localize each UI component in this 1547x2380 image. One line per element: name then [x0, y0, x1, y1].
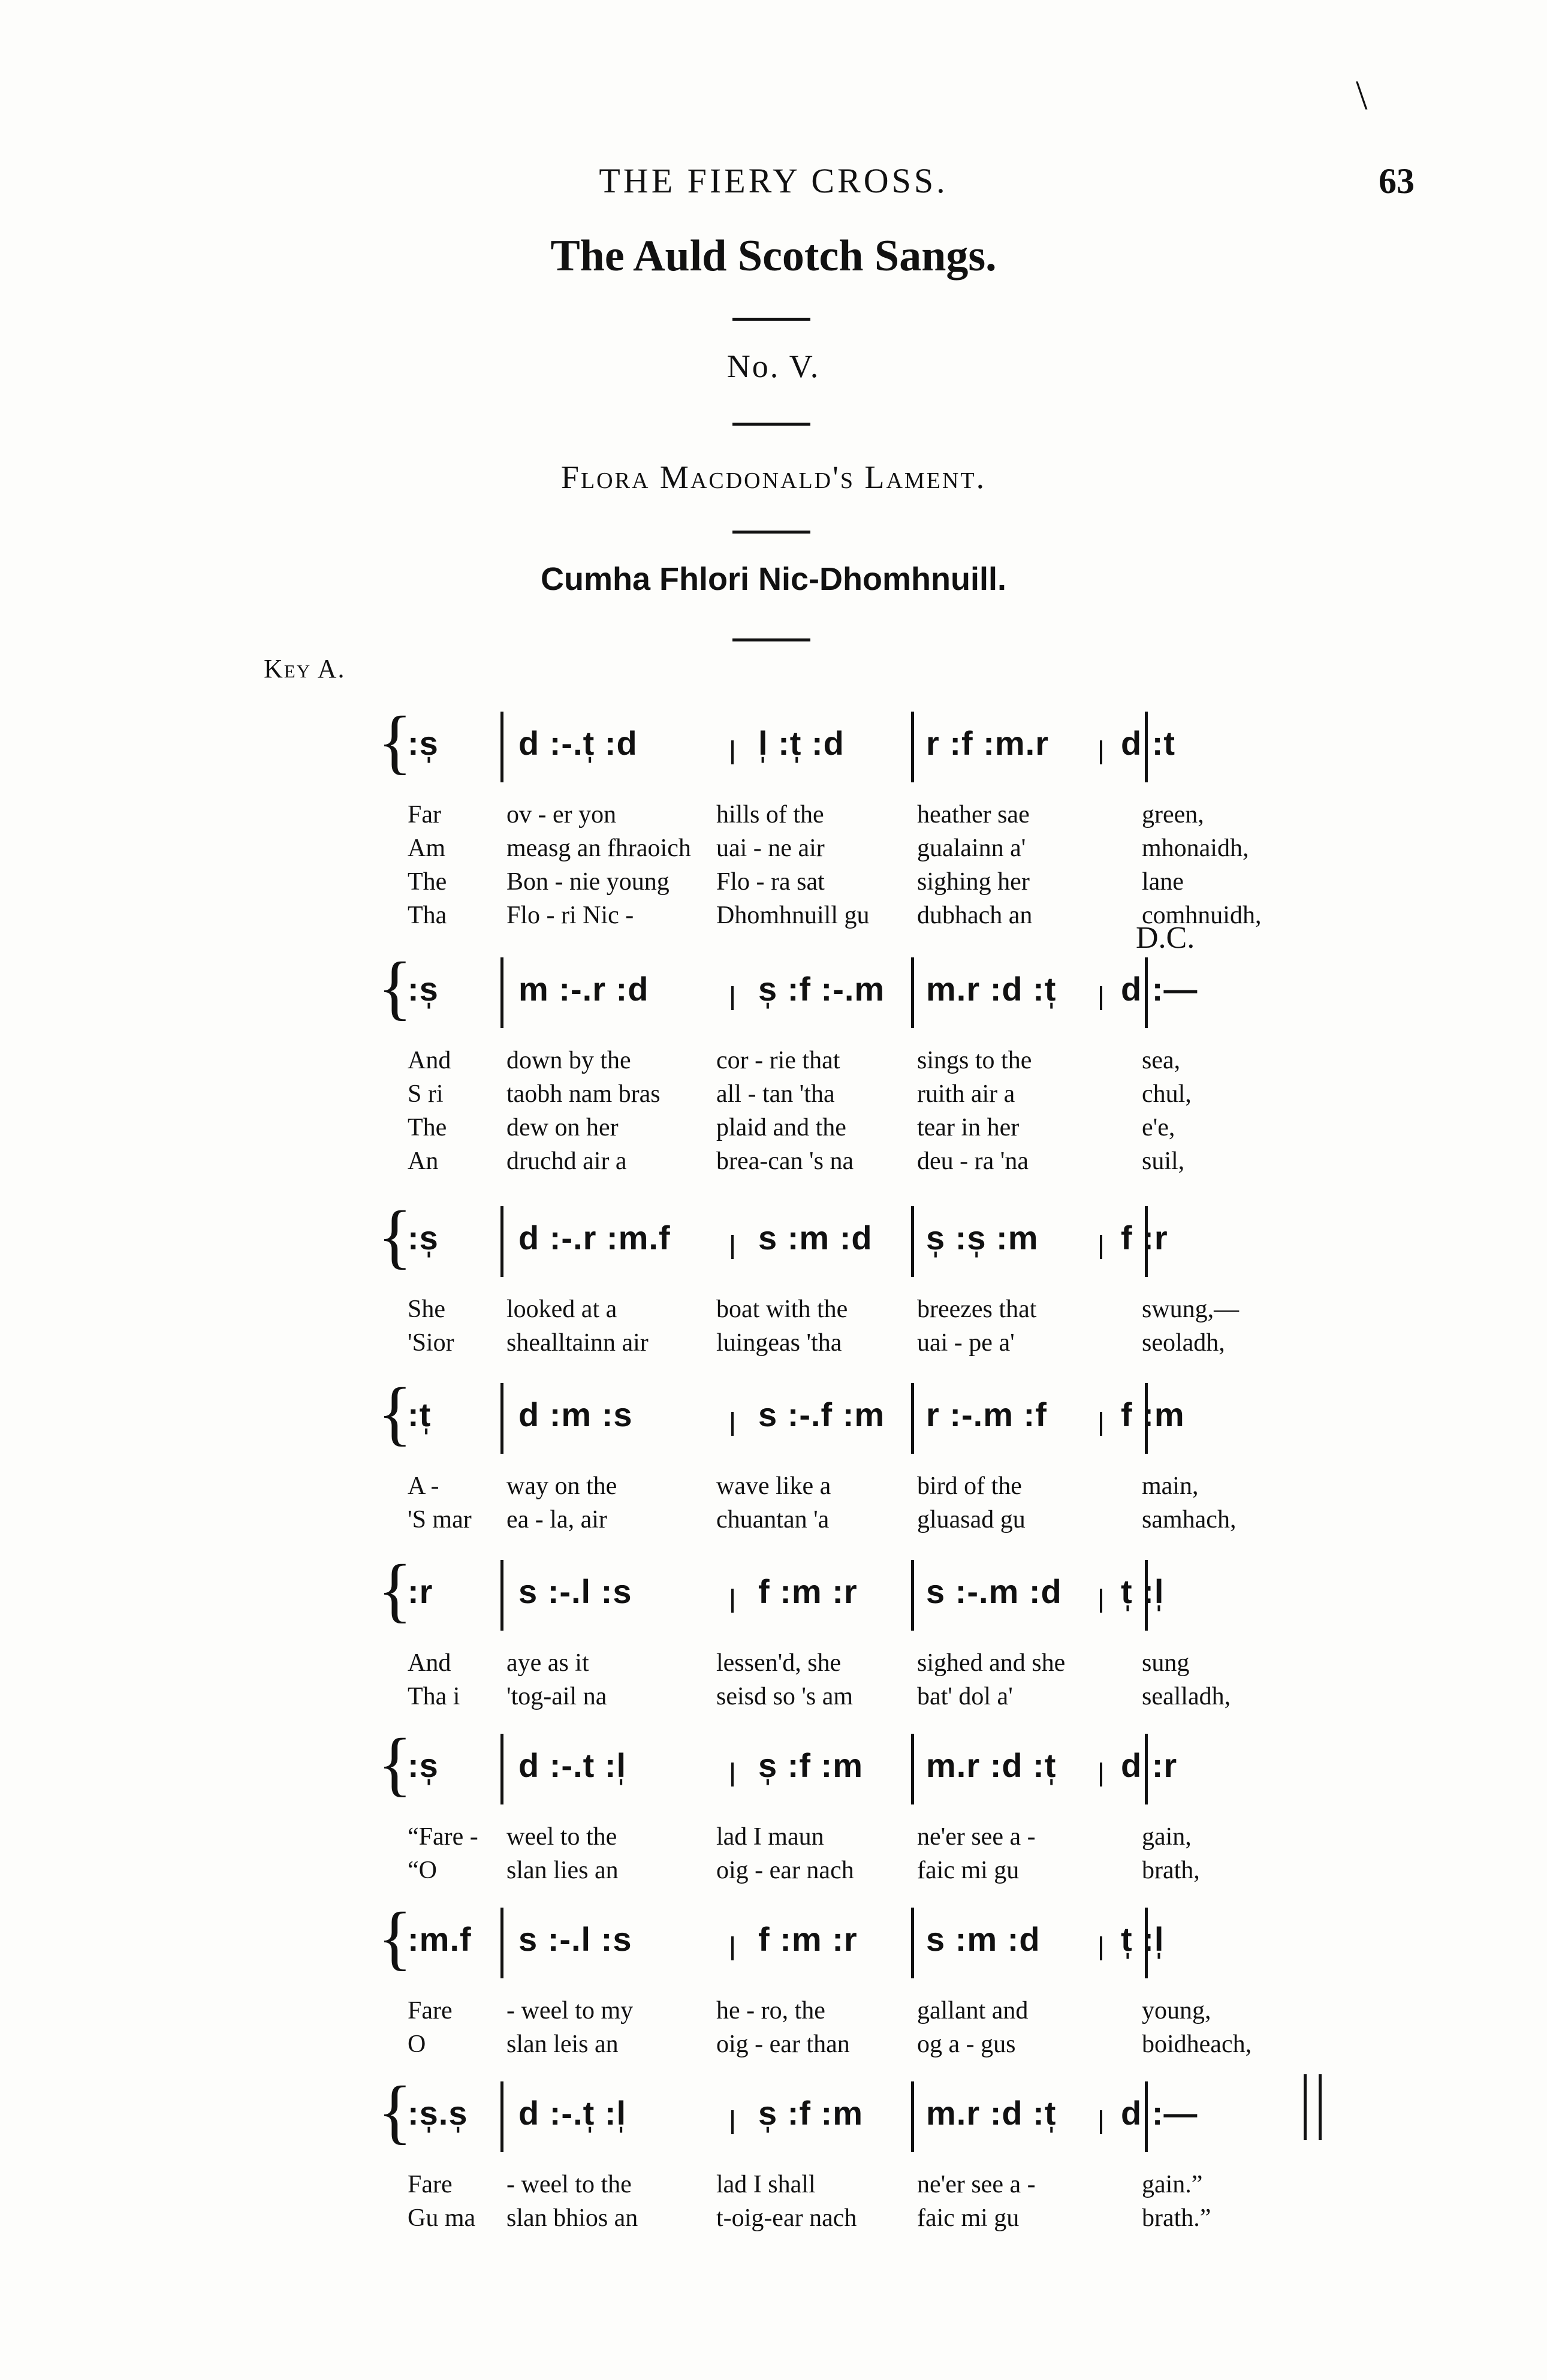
song-divider	[732, 531, 810, 534]
pickup-notes: :r	[408, 1572, 433, 1610]
lyric-text: lessen'd, she	[716, 1649, 842, 1677]
system-brace: {	[378, 2071, 412, 2151]
lyric-text: Far	[408, 801, 441, 829]
notation-line	[384, 716, 1319, 782]
half-bar-divider	[1100, 1763, 1102, 1786]
barline	[911, 2081, 914, 2152]
barline	[911, 1734, 914, 1804]
half-bar-divider	[1100, 1589, 1102, 1613]
lyric-text: She	[408, 1296, 445, 1323]
key-signature: Key A.	[264, 654, 346, 683]
running-title: THE FIERY CROSS.	[599, 161, 948, 200]
lyric-text: ov - er yon	[506, 801, 617, 829]
lyric-text: chul,	[1142, 1080, 1192, 1108]
lyric-text: swung,—	[1142, 1296, 1240, 1323]
lyric-text: ea - la, air	[506, 1506, 607, 1534]
barline	[500, 2081, 503, 2152]
lyric-text: he - ro, the	[716, 1997, 825, 2024]
lyric-text: chuantan 'a	[716, 1506, 830, 1534]
lyric-text: S ri	[408, 1080, 444, 1108]
measure-notes: r :f :m.r	[926, 724, 1049, 762]
measure-notes: s :-.l :s	[518, 1920, 632, 1958]
half-bar-divider	[731, 2110, 734, 2134]
half-bar-divider	[731, 1763, 734, 1786]
measure-notes: s :m :d	[758, 1219, 873, 1257]
lyric-text: A -	[408, 1472, 439, 1500]
lyric-text: tear in her	[917, 1114, 1020, 1141]
measure-notes: s :-.l :s	[518, 1572, 632, 1610]
measure-notes: s :-.m :d	[926, 1572, 1062, 1610]
half-bar-divider	[1100, 1412, 1102, 1436]
lyric-text: mhonaidh,	[1142, 834, 1249, 862]
lyric-text: og a - gus	[917, 2030, 1016, 2058]
dc-marking: D.C.	[1136, 921, 1195, 955]
barline	[911, 1383, 914, 1454]
lyric-text: ne'er see a -	[917, 1823, 1036, 1851]
pickup-notes: :s̩.s̩	[408, 2094, 468, 2132]
lyric-text: dew on her	[506, 1114, 619, 1141]
half-bar-divider	[731, 1936, 734, 1960]
barline	[911, 712, 914, 782]
lyric-text: weel to the	[506, 1823, 617, 1851]
barline	[500, 1206, 503, 1277]
measure-notes: s̩ :f :-.m	[758, 970, 885, 1008]
measure-notes: d :—	[1121, 2094, 1198, 2132]
lyric-text: way on the	[506, 1472, 617, 1500]
measure-notes: f :m	[1121, 1396, 1185, 1433]
system-brace: {	[378, 701, 412, 781]
lyric-text: shealltainn air	[506, 1329, 649, 1357]
pickup-notes: :s̩	[408, 724, 439, 762]
measure-notes: f :m :r	[758, 1920, 858, 1958]
lyric-text: aye as it	[506, 1649, 589, 1677]
measure-notes: f :m :r	[758, 1572, 858, 1610]
lyric-text: “Fare -	[408, 1823, 478, 1851]
lyric-text: An	[408, 1147, 439, 1175]
lyric-text: gallant and	[917, 1997, 1029, 2024]
lyric-text: brea-can 's na	[716, 1147, 854, 1175]
lyric-text: uai - pe a'	[917, 1329, 1015, 1357]
notation-line	[384, 1388, 1319, 1454]
lyric-text: cor - rie that	[716, 1047, 840, 1074]
half-bar-divider	[1100, 1936, 1102, 1960]
measure-notes: d :r	[1121, 1746, 1178, 1784]
lyric-text: 'Sior	[408, 1329, 454, 1357]
page-number: 63	[1379, 161, 1415, 201]
system-brace: {	[378, 1550, 412, 1629]
lyric-text: uai - ne air	[716, 834, 825, 862]
measure-notes: d :t	[1121, 724, 1176, 762]
barline	[500, 1383, 503, 1454]
lyric-text: all - tan 'tha	[716, 1080, 835, 1108]
lyric-text: lad I maun	[716, 1823, 824, 1851]
measure-notes: d :-.t̩ :l̩	[518, 2094, 627, 2132]
barline	[500, 1734, 503, 1804]
lyric-text: slan lies an	[506, 1857, 619, 1884]
measure-notes: l̩ :t̩ :d	[758, 724, 845, 762]
measure-notes: s̩ :s̩ :m	[926, 1219, 1039, 1257]
stray-mark: \	[1356, 73, 1368, 119]
half-bar-divider	[731, 1412, 734, 1436]
half-bar-divider	[731, 986, 734, 1010]
lyric-text: Tha i	[408, 1683, 460, 1710]
lyric-text: sighing her	[917, 868, 1030, 896]
lyric-text: dubhach an	[917, 902, 1033, 929]
barline	[500, 957, 503, 1028]
lyric-text: 'tog-ail na	[506, 1683, 607, 1710]
gaelic-title: Cumha Fhlori Nic-Dhomhnuill.	[541, 561, 1006, 597]
lyric-text: faic mi gu	[917, 2204, 1020, 2232]
notation-line	[384, 1912, 1319, 1978]
lyric-text: faic mi gu	[917, 1857, 1020, 1884]
lyric-text: And	[408, 1649, 451, 1677]
notation-line	[384, 1739, 1319, 1804]
lyric-text: sealladh,	[1142, 1683, 1231, 1710]
half-bar-divider	[1100, 1235, 1102, 1259]
lyric-text: green,	[1142, 801, 1204, 829]
music-system	[378, 921, 1319, 1202]
half-bar-divider	[1100, 740, 1102, 764]
half-bar-divider	[731, 1235, 734, 1259]
lyric-text: breezes that	[917, 1296, 1037, 1323]
pickup-notes: :s̩	[408, 1219, 439, 1257]
lyric-text: oig - ear nach	[716, 1857, 854, 1884]
lyric-text: brath,	[1142, 1857, 1200, 1884]
system-brace: {	[378, 947, 412, 1027]
lyric-text: Fare	[408, 2171, 453, 2198]
lyric-text: slan bhios an	[506, 2204, 638, 2232]
gaelic-divider	[732, 638, 810, 641]
lyric-text: taobh nam bras	[506, 1080, 661, 1108]
notation-line	[384, 2086, 1319, 2152]
lyric-text: sea,	[1142, 1047, 1181, 1074]
barline	[911, 1206, 914, 1277]
lyric-text: Dhomhnuill gu	[716, 902, 870, 929]
measure-notes: f :r	[1121, 1219, 1168, 1257]
lyric-text: “O	[408, 1857, 437, 1884]
lyric-text: boat with the	[716, 1296, 848, 1323]
song-number: No. V.	[726, 348, 821, 384]
system-brace: {	[378, 1724, 412, 1803]
lyric-text: The	[408, 868, 447, 896]
measure-notes: s̩ :f :m	[758, 1746, 863, 1784]
page-title: The Auld Scotch Sangs.	[550, 231, 997, 281]
lyric-text: Bon - nie young	[506, 868, 670, 896]
music-system	[378, 2071, 1319, 2326]
lyric-text: hills of the	[716, 801, 824, 829]
final-barline	[1304, 2074, 1307, 2140]
lyric-text: O	[408, 2030, 426, 2058]
system-brace: {	[378, 1196, 412, 1276]
lyric-text: Flo - ra sat	[716, 868, 825, 896]
lyric-text: luingeas 'tha	[716, 1329, 842, 1357]
measure-notes: d :—	[1121, 970, 1198, 1008]
lyric-text: seisd so 's am	[716, 1683, 854, 1710]
system-brace: {	[378, 1897, 412, 1977]
lyric-text: ne'er see a -	[917, 2171, 1036, 2198]
lyric-text: measg an fhraoich	[506, 834, 691, 862]
measure-notes: d :-.r :m.f	[518, 1219, 671, 1257]
lyric-text: - weel to the	[506, 2171, 632, 2198]
lyric-text: boidheach,	[1142, 2030, 1252, 2058]
pickup-notes: :t̩	[408, 1396, 432, 1433]
lyric-text: The	[408, 1114, 447, 1141]
half-bar-divider	[1100, 986, 1102, 1010]
lyric-text: oig - ear than	[716, 2030, 850, 2058]
measure-notes: s :-.f :m	[758, 1396, 885, 1433]
lyric-text: Fare	[408, 1997, 453, 2024]
system-brace: {	[378, 1373, 412, 1453]
pickup-notes: :s̩	[408, 1746, 439, 1784]
lyric-text: looked at a	[506, 1296, 617, 1323]
half-bar-divider	[731, 740, 734, 764]
barline	[911, 1908, 914, 1978]
lyric-text: wave like a	[716, 1472, 831, 1500]
pickup-notes: :m.f	[408, 1920, 472, 1958]
measure-notes: d :-.t :l̩	[518, 1746, 627, 1784]
lyric-text: seoladh,	[1142, 1329, 1225, 1357]
lyric-text: heather sae	[917, 801, 1030, 829]
lyric-text: sung	[1142, 1649, 1190, 1677]
lyric-text: plaid and the	[716, 1114, 846, 1141]
lyric-text: deu - ra 'na	[917, 1147, 1029, 1175]
lyric-text: bird of the	[917, 1472, 1022, 1500]
lyric-text: Am	[408, 834, 445, 862]
measure-notes: m :-.r :d	[518, 970, 649, 1008]
lyric-text: sighed and she	[917, 1649, 1066, 1677]
measure-notes: s̩ :f :m	[758, 2094, 863, 2132]
notation-line	[384, 1211, 1319, 1277]
measure-notes: s :m :d	[926, 1920, 1041, 1958]
measure-notes: m.r :d :t̩	[926, 970, 1057, 1008]
lyric-text: comhnuidh,	[1142, 902, 1262, 929]
lyric-text: 'S mar	[408, 1506, 472, 1534]
measure-notes: d :-.t̩ :d	[518, 724, 638, 762]
notation-line	[384, 962, 1319, 1028]
measure-notes: m.r :d :t̩	[926, 2094, 1057, 2132]
lyric-text: slan leis an	[506, 2030, 619, 2058]
lyric-text: Flo - ri Nic -	[506, 902, 634, 929]
title-divider	[732, 318, 810, 321]
measure-notes: m.r :d :t̩	[926, 1746, 1057, 1784]
lyric-text: ruith air a	[917, 1080, 1015, 1108]
lyric-text: - weel to my	[506, 1997, 634, 2024]
lyric-text: young,	[1142, 1997, 1211, 2024]
barline	[911, 957, 914, 1028]
measure-notes: d :m :s	[518, 1396, 633, 1433]
lyric-text: brath.”	[1142, 2204, 1211, 2232]
half-bar-divider	[731, 1589, 734, 1613]
lyric-text: And	[408, 1047, 451, 1074]
barline	[911, 1560, 914, 1631]
lyric-text: gluasad gu	[917, 1506, 1026, 1534]
barline	[500, 712, 503, 782]
notation-line	[384, 1565, 1319, 1631]
pickup-notes: :s̩	[408, 970, 439, 1008]
half-bar-divider	[1100, 2110, 1102, 2134]
lyric-text: e'e,	[1142, 1114, 1175, 1141]
lyric-text: down by the	[506, 1047, 631, 1074]
lyric-text: druchd air a	[506, 1147, 627, 1175]
lyric-text: main,	[1142, 1472, 1199, 1500]
lyric-text: sings to the	[917, 1047, 1032, 1074]
lyric-text: gualainn a'	[917, 834, 1026, 862]
lyric-text: gain,	[1142, 1823, 1192, 1851]
lyric-text: t-oig-ear nach	[716, 2204, 857, 2232]
lyric-text: bat' dol a'	[917, 1683, 1013, 1710]
lyric-text: suil,	[1142, 1147, 1185, 1175]
measure-notes: t̩ :l̩	[1121, 1572, 1165, 1610]
number-divider	[732, 423, 810, 426]
lyric-text: gain.”	[1142, 2171, 1203, 2198]
measure-notes: t̩ :l̩	[1121, 1920, 1165, 1958]
lyric-text: Gu ma	[408, 2204, 476, 2232]
measure-notes: r :-.m :f	[926, 1396, 1047, 1433]
final-barline	[1319, 2074, 1322, 2140]
lyric-text: lad I shall	[716, 2171, 816, 2198]
lyric-text: samhach,	[1142, 1506, 1237, 1534]
barline	[500, 1908, 503, 1978]
lyric-text: lane	[1142, 868, 1184, 896]
barline	[500, 1560, 503, 1631]
lyric-text: Tha	[408, 902, 447, 929]
song-title: Flora Macdonald's Lament.	[560, 459, 987, 495]
